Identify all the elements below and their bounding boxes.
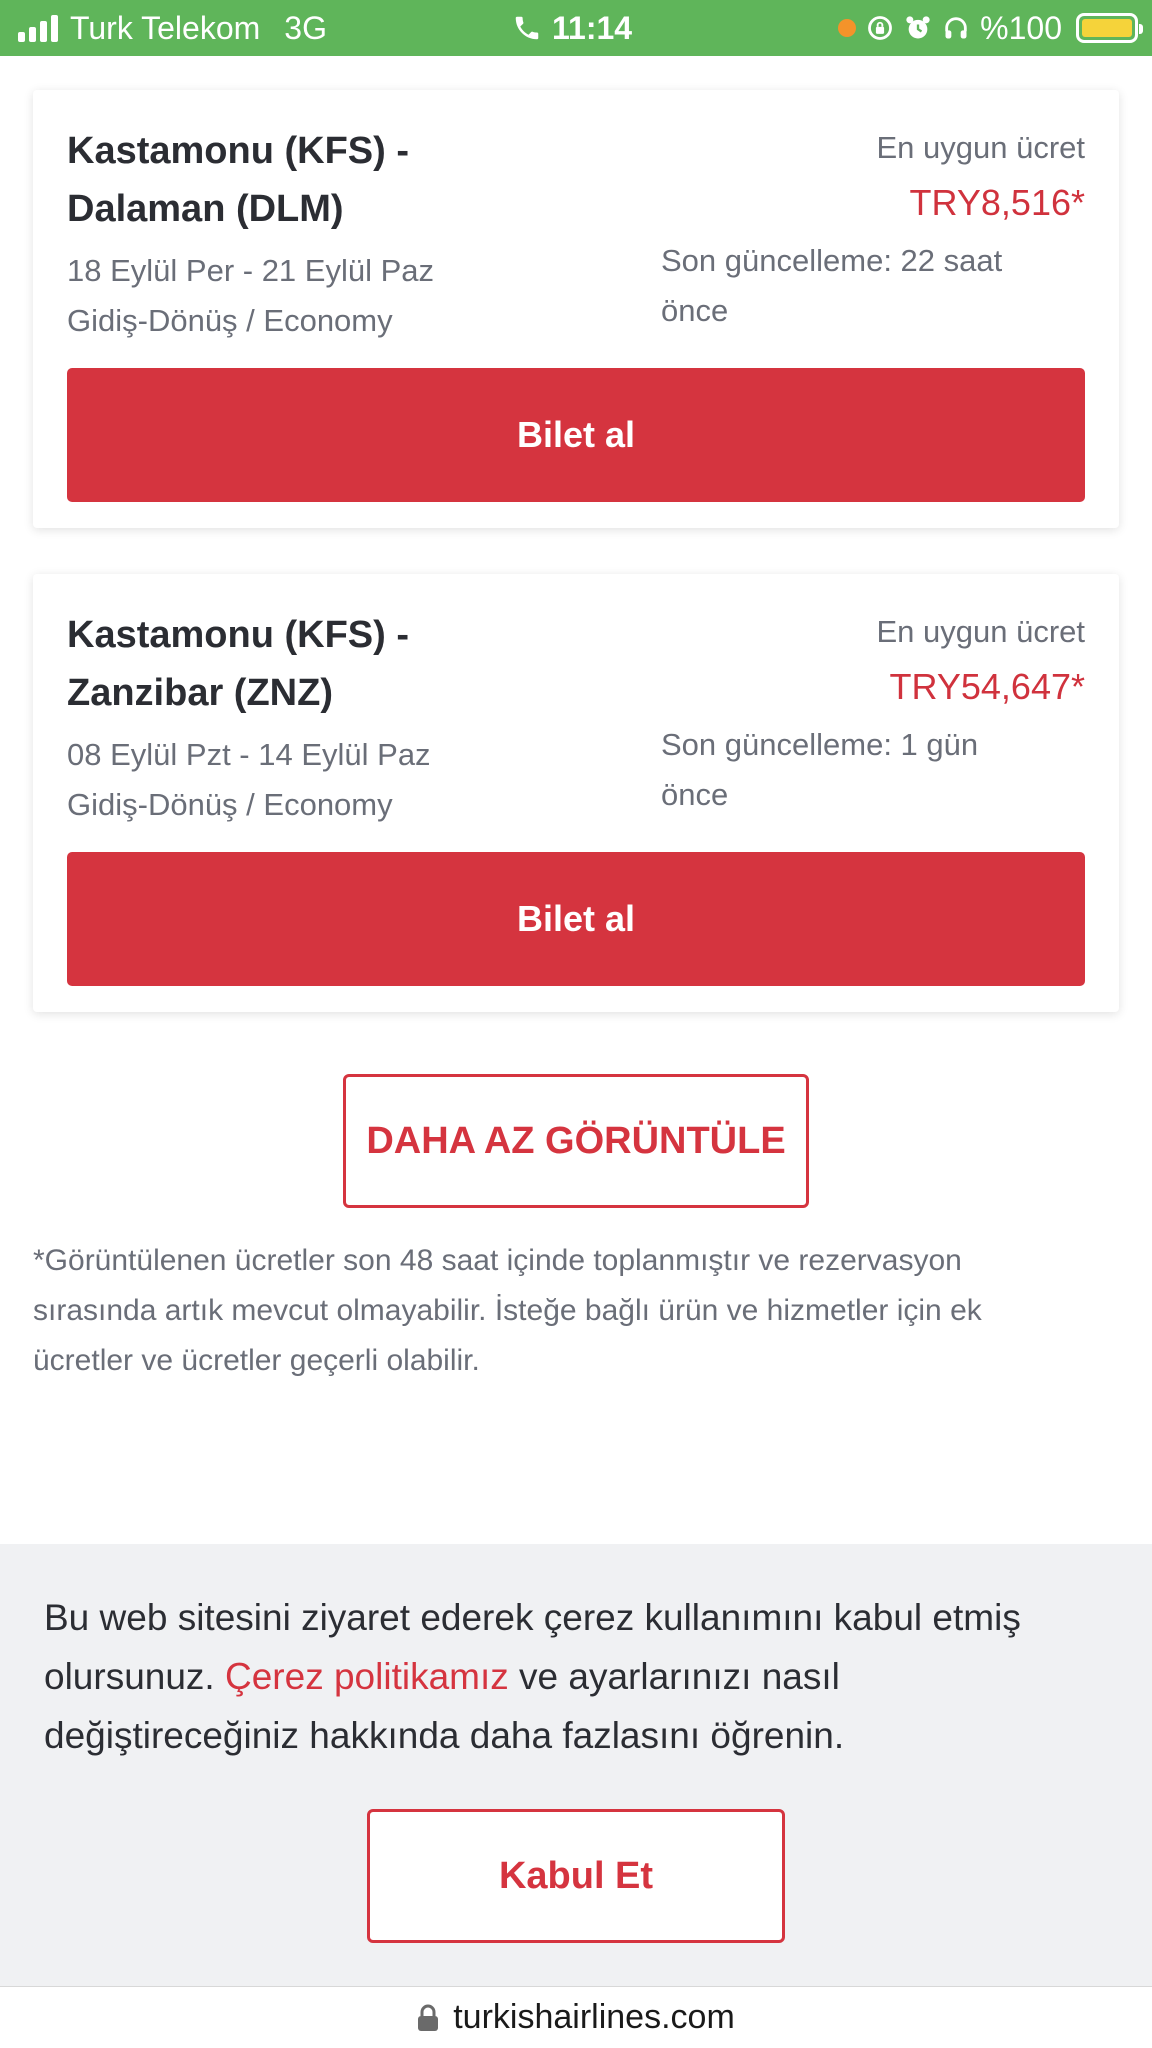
- url-text: turkishairlines.com: [453, 1998, 735, 2036]
- signal-icon: [18, 14, 58, 42]
- network-type: 3G: [284, 9, 327, 46]
- fare-label: En uygun ücret: [876, 130, 1085, 165]
- cookie-text-segment: ve ayarlarınızı nasıl: [519, 1656, 840, 1697]
- battery-fill: [1082, 19, 1132, 37]
- fare-disclaimer: [33, 1236, 1123, 1386]
- fare-label: En uygun ücret: [876, 614, 1085, 649]
- battery-percent: %100: [980, 9, 1062, 46]
- disclaimer-line: *Görüntülenen ücretler son 48 saat içinde toplanmıştır ve rezervasyon: [33, 1244, 962, 1277]
- flight-card: [33, 90, 1119, 528]
- status-center: [512, 0, 632, 56]
- trip-class: Gidiş-Dönüş / Economy: [67, 787, 393, 822]
- route-destination: Dalaman (DLM): [67, 188, 344, 230]
- last-updated: [661, 236, 1081, 336]
- trip-class: Gidiş-Dönüş / Economy: [67, 303, 393, 338]
- accept-cookies-button[interactable]: Kabul Et: [367, 1809, 785, 1943]
- url-bar[interactable]: [0, 1986, 1152, 2048]
- cookie-line: değiştireceğiniz hakkında daha fazlasını öğrenin.: [44, 1715, 845, 1756]
- alarm-icon: [904, 14, 932, 42]
- status-left: [18, 0, 327, 56]
- status-right: [838, 0, 1138, 56]
- disclaimer-line: sırasında artık mevcut olmayabilir. İsteğe bağlı ürün ve hizmetler için ek: [33, 1294, 982, 1327]
- show-less-button[interactable]: DAHA AZ GÖRÜNTÜLE: [343, 1074, 809, 1208]
- route-title: [67, 122, 627, 238]
- travel-dates: 18 Eylül Per - 21 Eylül Paz: [67, 253, 435, 288]
- carrier-name: Turk Telekom: [70, 9, 261, 46]
- last-updated-line: Son güncelleme: 22 saat: [661, 243, 1003, 278]
- headphones-icon: [942, 14, 970, 42]
- cookie-line: [44, 1647, 1114, 1706]
- recording-dot-icon: [838, 19, 856, 37]
- route-origin: Kastamonu (KFS) -: [67, 614, 409, 656]
- route-origin: Kastamonu (KFS) -: [67, 130, 409, 172]
- fare-price: TRY54,647*: [889, 666, 1085, 707]
- disclaimer-line: ücretler ve ücretler geçerli olabilir.: [33, 1344, 480, 1377]
- travel-dates: 08 Eylül Pzt - 14 Eylül Paz: [67, 737, 431, 772]
- battery-icon: [1076, 13, 1138, 43]
- cookie-line: Bu web sitesini ziyaret ederek çerez kullanımını kabul etmiş: [44, 1597, 1021, 1638]
- cookie-message: [44, 1588, 1114, 1765]
- flight-card: [33, 574, 1119, 1012]
- buy-ticket-button[interactable]: Bilet al: [67, 368, 1085, 502]
- last-updated-line: önce: [661, 293, 729, 328]
- route-title: [67, 606, 627, 722]
- last-updated-line: önce: [661, 777, 729, 812]
- last-updated-line: Son güncelleme: 1 gün: [661, 727, 979, 762]
- fare-price: TRY8,516*: [909, 182, 1085, 223]
- buy-ticket-button[interactable]: Bilet al: [67, 852, 1085, 986]
- route-destination: Zanzibar (ZNZ): [67, 672, 333, 714]
- rotation-lock-icon: [866, 14, 894, 42]
- phone-icon: [512, 13, 542, 43]
- clock-time: 11:14: [552, 9, 633, 46]
- cookie-banner: [0, 1544, 1152, 1986]
- lock-icon: [417, 2004, 439, 2032]
- cookie-text-segment: olursunuz.: [44, 1656, 215, 1697]
- status-bar: [0, 0, 1152, 56]
- last-updated: [661, 720, 1081, 820]
- cookie-policy-link[interactable]: Çerez politikamız: [225, 1656, 509, 1697]
